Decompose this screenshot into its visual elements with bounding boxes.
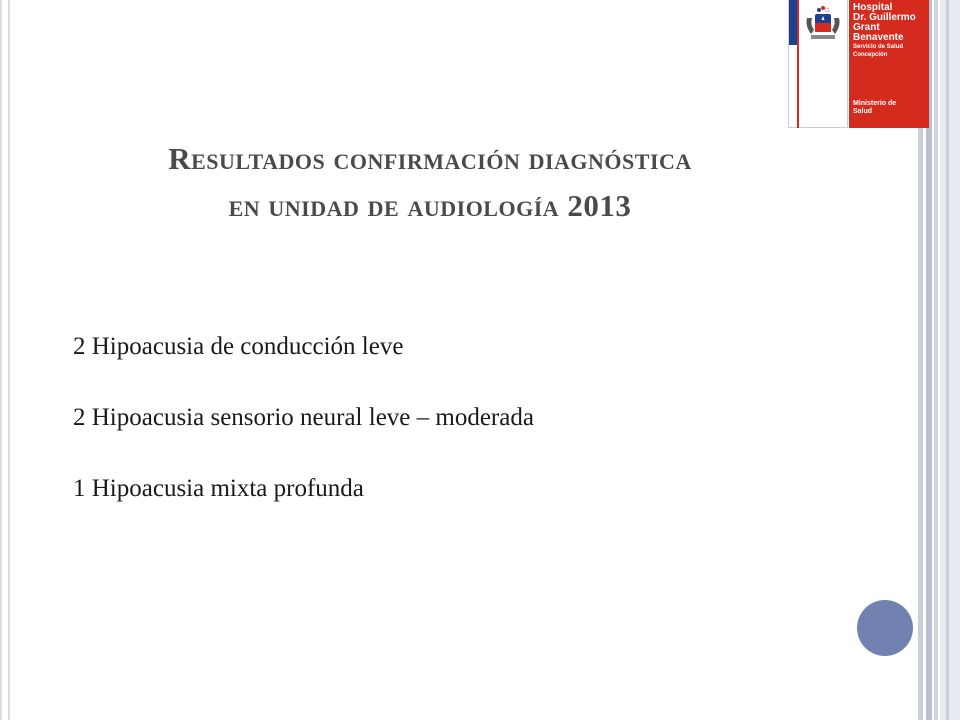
logo-hospital-name-3: Grant (853, 22, 880, 33)
logo-crest-panel (788, 0, 848, 128)
logo-service-2: Concepción (853, 52, 888, 58)
logo-ministry-2: Salud (853, 108, 873, 115)
left-border-line (0, 0, 2, 720)
logo-ministry-1: Ministerio de (853, 100, 897, 107)
logo-blue-block (789, 0, 797, 45)
result-item: 1 Hipoacusia mixta profunda (73, 475, 364, 502)
logo-text-panel (848, 0, 929, 128)
slide-title (30, 135, 830, 229)
logo-service-1: Servicio de Salud (853, 44, 904, 50)
logo-hospital-name-2: Dr. Guillermo (853, 12, 916, 23)
logo-hospital-name-1: Hospital (853, 2, 893, 13)
slide-title-line-2: en unidad de audiología 2013 (228, 188, 632, 223)
result-item: 2 Hipoacusia sensorio neural leve – moderada (73, 404, 534, 431)
hospital-logo (788, 0, 929, 128)
left-border-line (8, 0, 10, 720)
right-decorative-band (934, 0, 938, 720)
logo-hospital-name-4: Benavente (853, 32, 904, 43)
logo-divider (848, 0, 849, 128)
right-decorative-band (946, 0, 949, 720)
decorative-circle (857, 600, 913, 656)
result-item: 2 Hipoacusia de conducción leve (73, 333, 404, 360)
slide-title-line-1: Resultados confirmación diagnóstica (168, 141, 692, 176)
right-decorative-band (940, 0, 960, 720)
result-list (73, 331, 833, 544)
logo-red-stripe (797, 0, 799, 128)
logo-ministry (853, 100, 923, 116)
chilean-coat-of-arms-icon (801, 4, 845, 44)
